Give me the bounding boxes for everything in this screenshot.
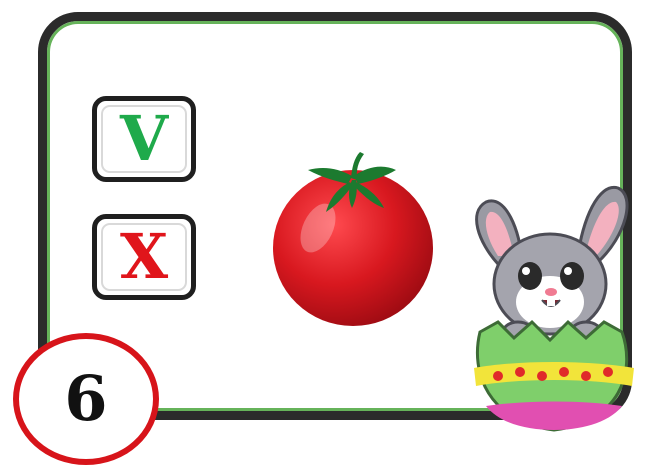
tomato-icon: [268, 148, 438, 328]
false-answer-button[interactable]: [92, 214, 196, 300]
bunny-in-easter-egg-icon: [458, 172, 654, 440]
question-number: 6: [64, 362, 108, 435]
true-answer-label: V: [119, 102, 169, 175]
false-answer-label: X: [119, 220, 169, 293]
true-answer-button[interactable]: [92, 96, 196, 182]
question-number-badge: [13, 333, 159, 465]
